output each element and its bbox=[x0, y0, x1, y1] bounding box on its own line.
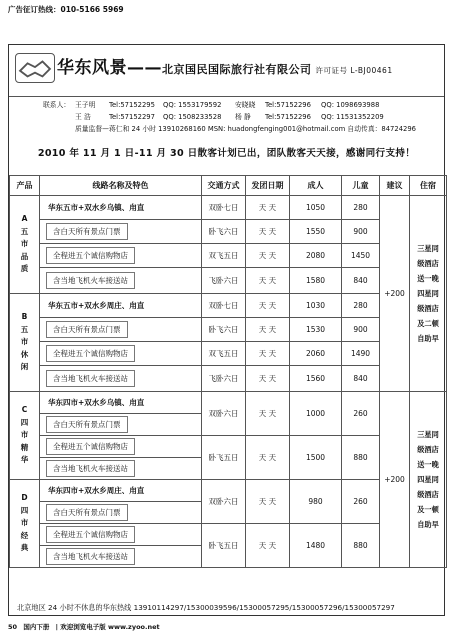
col-header: 建议 bbox=[380, 176, 410, 196]
dates-cell: 天 天 bbox=[246, 318, 290, 342]
ad-hotline: 广告征订热线：010-5166 5969 bbox=[8, 5, 124, 14]
page-number: 50 bbox=[8, 623, 18, 631]
dates-cell: 天 天 bbox=[246, 366, 290, 392]
adult-price: 2080 bbox=[290, 244, 342, 268]
adult-price: 1050 bbox=[290, 196, 342, 220]
company-header bbox=[9, 45, 444, 97]
adult-price: 1500 bbox=[290, 436, 342, 480]
product-cell: B 五 市 休 闲 bbox=[10, 294, 40, 392]
route-feature: 含当地飞机火车接送站 bbox=[40, 546, 202, 568]
route-feature: 含当地飞机火车接送站 bbox=[40, 458, 202, 480]
contact-tel: Tel:57152297 bbox=[109, 113, 155, 121]
website-link[interactable]: | 欢迎浏览电子版 www.zyoo.net bbox=[55, 623, 160, 631]
contact-row bbox=[9, 111, 444, 123]
table-row bbox=[10, 196, 447, 220]
child-price: 1450 bbox=[342, 244, 380, 268]
child-price: 280 bbox=[342, 196, 380, 220]
adult-price: 1480 bbox=[290, 524, 342, 568]
adult-price: 1560 bbox=[290, 366, 342, 392]
dates-cell: 天 天 bbox=[246, 220, 290, 244]
transport-cell: 卧飞五日 bbox=[202, 524, 246, 568]
col-header: 发团日期 bbox=[246, 176, 290, 196]
transport-cell: 双卧六日 bbox=[202, 392, 246, 436]
adult-price: 2060 bbox=[290, 342, 342, 366]
route-feature: 含白天所有景点门票 bbox=[40, 414, 202, 436]
adult-price: 1550 bbox=[290, 220, 342, 244]
child-price: 900 bbox=[342, 318, 380, 342]
route-title: 华东五市+双水乡周庄、甪直 bbox=[40, 294, 202, 318]
child-price: 840 bbox=[342, 366, 380, 392]
section-name: 国内下册 bbox=[23, 623, 50, 631]
table-row bbox=[10, 392, 447, 414]
product-cell: A 五 市 品 质 bbox=[10, 196, 40, 294]
col-header: 成人 bbox=[290, 176, 342, 196]
contact-block bbox=[9, 99, 444, 135]
route-feature: 全程进五个诚信购物店 bbox=[40, 342, 202, 366]
contact-row bbox=[9, 123, 444, 135]
brand-name: 华东风景 bbox=[57, 58, 127, 78]
table-header-row bbox=[10, 176, 447, 196]
company-name bbox=[57, 53, 393, 78]
transport-cell: 双卧七日 bbox=[202, 294, 246, 318]
adult-price: 1530 bbox=[290, 318, 342, 342]
hotline-footer: 北京地区 24 小时不休息的华东热线 13910114297/15300039596/15300057295/15300057296/15300057297 bbox=[17, 603, 395, 612]
contact-tel: Tel:57152296 bbox=[265, 101, 311, 109]
contact-name: 王子明 bbox=[75, 101, 96, 109]
transport-cell: 飞卧六日 bbox=[202, 366, 246, 392]
transport-cell: 双卧六日 bbox=[202, 480, 246, 524]
contact-qq: QQ: 11531352209 bbox=[321, 113, 384, 121]
handshake-logo-icon bbox=[15, 53, 55, 83]
brand-dash: —— bbox=[127, 58, 162, 78]
route-feature: 含白天所有景点门票 bbox=[40, 502, 202, 524]
col-header: 住宿 bbox=[410, 176, 447, 196]
suggest-cell: +200 bbox=[380, 196, 410, 392]
col-header: 交通方式 bbox=[202, 176, 246, 196]
dates-cell: 天 天 bbox=[246, 342, 290, 366]
dates-cell: 天 天 bbox=[246, 294, 290, 318]
child-price: 260 bbox=[342, 480, 380, 524]
contact-tel: Tel:57152296 bbox=[265, 113, 311, 121]
page-footer bbox=[8, 622, 164, 631]
col-header: 线路名称及特色 bbox=[40, 176, 202, 196]
route-feature: 含当地飞机火车接送站 bbox=[40, 268, 202, 294]
adult-price: 1030 bbox=[290, 294, 342, 318]
route-feature: 全程进五个诚信购物店 bbox=[40, 524, 202, 546]
contact-name: 安晓晓 bbox=[235, 101, 256, 109]
transport-cell: 飞卧六日 bbox=[202, 268, 246, 294]
adult-price: 1580 bbox=[290, 268, 342, 294]
child-price: 880 bbox=[342, 524, 380, 568]
transport-cell: 双飞五日 bbox=[202, 244, 246, 268]
company-subname: 北京国民国际旅行社有限公司 bbox=[162, 63, 312, 76]
dates-cell: 天 天 bbox=[246, 392, 290, 436]
child-price: 260 bbox=[342, 392, 380, 436]
adult-price: 980 bbox=[290, 480, 342, 524]
license-number: 许可证号 L-BJ00461 bbox=[315, 66, 393, 75]
transport-cell: 卧飞六日 bbox=[202, 220, 246, 244]
dates-cell: 天 天 bbox=[246, 196, 290, 220]
route-title: 华东四市+双水乡乌镇、甪直 bbox=[40, 392, 202, 414]
transport-cell: 双飞五日 bbox=[202, 342, 246, 366]
child-price: 840 bbox=[342, 268, 380, 294]
route-feature: 含当地飞机火车接送站 bbox=[40, 366, 202, 392]
product-cell: C 四 市 精 华 bbox=[10, 392, 40, 480]
col-header: 产品 bbox=[10, 176, 40, 196]
transport-cell: 卧飞六日 bbox=[202, 318, 246, 342]
contact-name: 王 浩 bbox=[75, 113, 91, 121]
contact-qq: QQ: 1508233528 bbox=[163, 113, 222, 121]
dates-cell: 天 天 bbox=[246, 524, 290, 568]
dates-cell: 天 天 bbox=[246, 244, 290, 268]
dates-cell: 天 天 bbox=[246, 268, 290, 294]
child-price: 880 bbox=[342, 436, 380, 480]
route-title: 华东五市+双水乡乌镇、甪直 bbox=[40, 196, 202, 220]
contact-qq: QQ: 1098693988 bbox=[321, 101, 380, 109]
child-price: 900 bbox=[342, 220, 380, 244]
schedule-banner: 2010 年 11 月 1 日-11 月 30 日散客计划已出，团队散客天天接，感谢同行支持！ bbox=[37, 148, 416, 159]
contact-name: 杨 静 bbox=[235, 113, 251, 121]
product-cell: D 四 市 经 典 bbox=[10, 480, 40, 568]
child-price: 1490 bbox=[342, 342, 380, 366]
suggest-cell: +200 bbox=[380, 392, 410, 568]
stay-cell: 三星同 级酒店 送一晚 四星同 级酒店 及一顿 自助早 bbox=[410, 392, 447, 568]
adult-price: 1000 bbox=[290, 392, 342, 436]
child-price: 280 bbox=[342, 294, 380, 318]
stay-cell: 三星同 级酒店 送一晚 四星同 级酒店 及二顿 自助早 bbox=[410, 196, 447, 392]
transport-cell: 双卧七日 bbox=[202, 196, 246, 220]
advert-frame bbox=[8, 44, 445, 616]
col-header: 儿童 bbox=[342, 176, 380, 196]
route-title: 华东四市+双水乡周庄、甪直 bbox=[40, 480, 202, 502]
dates-cell: 天 天 bbox=[246, 436, 290, 480]
quality-supervisor: 质量监督—蒋仁和 24 小时 13910268160 MSN: huadongfenging001@hotmail.com 自动传真：84724296 bbox=[75, 125, 417, 133]
transport-cell: 卧飞五日 bbox=[202, 436, 246, 480]
contact-label: 联系人： bbox=[43, 101, 71, 109]
route-feature: 含白天所有景点门票 bbox=[40, 318, 202, 342]
route-feature: 全程进五个诚信购物店 bbox=[40, 244, 202, 268]
contact-row bbox=[9, 99, 444, 111]
tour-table bbox=[9, 175, 447, 568]
contact-qq: QQ: 1553179592 bbox=[163, 101, 222, 109]
route-feature: 全程进五个诚信购物店 bbox=[40, 436, 202, 458]
route-feature: 含白天所有景点门票 bbox=[40, 220, 202, 244]
dates-cell: 天 天 bbox=[246, 480, 290, 524]
contact-tel: Tel:57152295 bbox=[109, 101, 155, 109]
